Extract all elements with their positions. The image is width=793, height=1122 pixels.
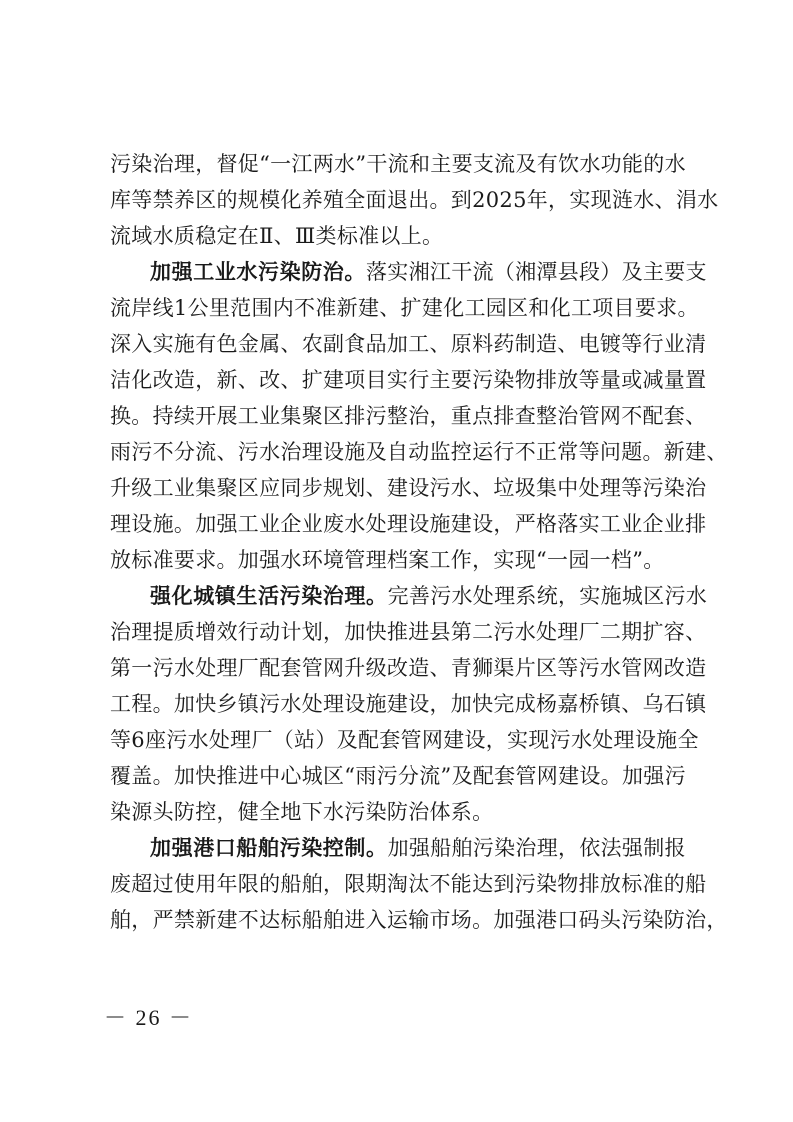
paragraph-heading: 强化城镇生活污染治理。 (150, 584, 388, 608)
paragraph-line: 工程。加快乡镇污水处理设施建设，加快完成杨嘉桥镇、乌石镇 (110, 692, 707, 716)
paragraph-line: 库等禁养区的规模化养殖全面退出。到2025年，实现涟水、涓水 (110, 188, 719, 212)
paragraph-line: 深入实施有色金属、农副食品加工、原料药制造、电镀等行业清 (110, 332, 707, 356)
page-number: － 26 － (104, 1005, 194, 1030)
paragraph-line: 废超过使用年限的船舶，限期淘汰不能达到污染物排放标准的船 (110, 872, 707, 896)
paragraph-line: 等6座污水处理厂（站）及配套管网建设，实现污水处理设施全 (110, 728, 699, 752)
paragraph-heading: 加强港口船舶污染控制。 (150, 836, 388, 860)
paragraph-line: 升级工业集聚区应同步规划、建设污水、垃圾集中处理等污染治 (110, 476, 707, 500)
paragraph-line: 换。持续开展工业集聚区排污整治，重点排查整治管网不配套、 (110, 404, 707, 428)
paragraph-line: 流岸线1公里范围内不准新建、扩建化工园区和化工项目要求。 (110, 296, 699, 320)
paragraph-line: 覆盖。加快推进中心城区“雨污分流”及配套管网建设。加强污 (110, 764, 686, 788)
paragraph-first-line (150, 836, 710, 862)
paragraph-line: 雨污不分流、污水治理设施及自动监控运行不正常等问题。新建、 (110, 440, 728, 464)
paragraph-line: 放标准要求。加强水环境管理档案工作，实现“一园一档”。 (110, 548, 665, 572)
paragraph-line: 污染治理，督促“一江两水”干流和主要支流及有饮水功能的水 (110, 152, 686, 176)
paragraph-first-line (150, 260, 710, 286)
paragraph-text: 落实湘江干流（湘潭县段）及主要支 (366, 260, 707, 284)
paragraph-line: 理设施。加强工业企业废水处理设施建设，严格落实工业企业排 (110, 512, 707, 536)
paragraph-text: 完善污水处理系统，实施城区污水 (387, 584, 708, 608)
paragraph-line: 舶，严禁新建不达标船舶进入运输市场。加强港口码头污染防治， (110, 908, 728, 932)
paragraph-text: 加强船舶污染治理，依法强制报 (387, 836, 686, 860)
paragraph-line: 治理提质增效行动计划，加快推进县第二污水处理厂二期扩容、 (110, 620, 707, 644)
paragraph-line: 第一污水处理厂配套管网升级改造、青狮渠片区等污水管网改造 (110, 656, 707, 680)
paragraph-heading: 加强工业水污染防治。 (150, 260, 366, 284)
paragraph-first-line (150, 584, 710, 610)
paragraph-line: 洁化改造，新、改、扩建项目实行主要污染物排放等量或减量置 (110, 368, 707, 392)
paragraph-line: 染源头防控，健全地下水污染防治体系。 (110, 800, 494, 824)
paragraph-line: 流域水质稳定在Ⅱ、Ⅲ类标准以上。 (110, 224, 444, 248)
